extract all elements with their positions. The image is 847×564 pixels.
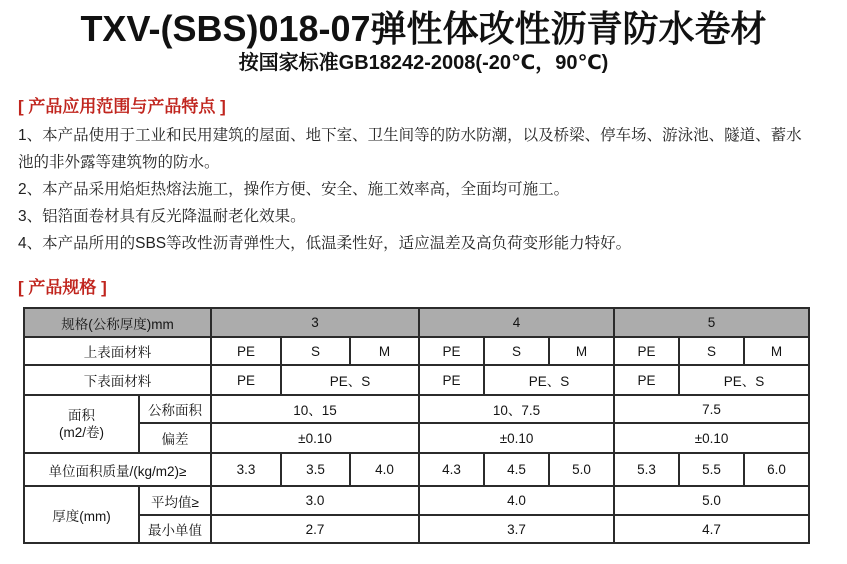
- table-row-unit-area-mass: [24, 453, 809, 486]
- unit-area-mass-label: 单位面积质量/(kg/m2)≥: [24, 453, 211, 486]
- table-row-spec-header: [24, 308, 809, 337]
- unit-area-mass-value: 3.3: [211, 453, 281, 486]
- deviation-value: ±0.10: [211, 423, 419, 453]
- feature-item-2: 2、本产品采用焰炬热熔法施工，操作方便、安全、施工效率高，全面均可施工。: [18, 181, 570, 198]
- page-subtitle: 按国家标准GB18242-2008(-20℃，90℃): [238, 52, 609, 74]
- nominal-area-value: 10、7.5: [419, 395, 614, 423]
- thickness-minimum-value: 4.7: [614, 515, 809, 543]
- bottom-surface-value: PE: [419, 365, 484, 395]
- deviation-value: ±0.10: [419, 423, 614, 453]
- top-surface-value: PE: [614, 337, 679, 365]
- table-row-nominal-area: [24, 395, 809, 423]
- top-surface-value: M: [744, 337, 809, 365]
- nominal-area-label: 公称面积: [139, 395, 211, 423]
- thickness-group-5: 5: [614, 308, 809, 337]
- area-label: [24, 395, 139, 453]
- unit-area-mass-value: 6.0: [744, 453, 809, 486]
- spec-header-label: 规格(公称厚度)mm: [24, 308, 211, 337]
- thickness-minimum-label: 最小单值: [139, 515, 211, 543]
- thickness-minimum-value: 2.7: [211, 515, 419, 543]
- top-surface-value: S: [679, 337, 744, 365]
- thickness-group-3: 3: [211, 308, 419, 337]
- top-surface-value: PE: [419, 337, 484, 365]
- unit-area-mass-value: 5.5: [679, 453, 744, 486]
- deviation-value: ±0.10: [614, 423, 809, 453]
- thickness-label: 厚度(mm): [24, 486, 139, 543]
- bottom-surface-value: PE、S: [484, 365, 614, 395]
- section-heading-specs: [ 产品规格 ]: [18, 278, 107, 297]
- table-row-deviation: [24, 423, 809, 453]
- unit-area-mass-value: 5.0: [549, 453, 614, 486]
- bottom-surface-value: PE: [614, 365, 679, 395]
- feature-item-3: 3、铝箔面卷材具有反光降温耐老化效果。: [18, 208, 306, 225]
- table-row-bottom-surface: [24, 365, 809, 395]
- page-title: TXV-(SBS)018-07弹性体改性沥青防水卷材: [80, 8, 767, 49]
- thickness-average-label: 平均值≥: [139, 486, 211, 515]
- bottom-surface-value: PE、S: [679, 365, 809, 395]
- section-heading-features: [ 产品应用范围与产品特点 ]: [18, 97, 226, 116]
- thickness-average-value: 4.0: [419, 486, 614, 515]
- top-surface-label: 上表面材料: [24, 337, 211, 365]
- unit-area-mass-value: 4.5: [484, 453, 549, 486]
- top-surface-value: S: [281, 337, 350, 365]
- table-row-top-surface: [24, 337, 809, 365]
- unit-area-mass-value: 4.3: [419, 453, 484, 486]
- unit-area-mass-value: 5.3: [614, 453, 679, 486]
- feature-list: [18, 122, 812, 257]
- table-row-thickness-minimum: [24, 515, 809, 543]
- thickness-group-4: 4: [419, 308, 614, 337]
- top-surface-value: S: [484, 337, 549, 365]
- feature-item-4: 4、本产品所用的SBS等改性沥青弹性大，低温柔性好，适应温差及高负荷变形能力特好。: [18, 235, 632, 252]
- unit-area-mass-value: 3.5: [281, 453, 350, 486]
- thickness-average-value: 3.0: [211, 486, 419, 515]
- top-surface-value: PE: [211, 337, 281, 365]
- feature-item-1: 1、本产品使用于工业和民用建筑的屋面、地下室、卫生间等的防水防潮，以及桥梁、停车场、游泳池、隧道、蓄水池的非外露等建筑物的防水。: [18, 127, 802, 171]
- bottom-surface-value: PE: [211, 365, 281, 395]
- thickness-minimum-value: 3.7: [419, 515, 614, 543]
- bottom-surface-label: 下表面材料: [24, 365, 211, 395]
- top-surface-value: M: [350, 337, 419, 365]
- deviation-label: 偏差: [139, 423, 211, 453]
- area-label-line1: 面积: [68, 408, 95, 423]
- spec-table: [23, 307, 810, 544]
- product-spec-page: [0, 8, 847, 564]
- nominal-area-value: 7.5: [614, 395, 809, 423]
- top-surface-value: M: [549, 337, 614, 365]
- unit-area-mass-value: 4.0: [350, 453, 419, 486]
- nominal-area-value: 10、15: [211, 395, 419, 423]
- area-label-line2: (m2/卷): [59, 425, 104, 440]
- thickness-average-value: 5.0: [614, 486, 809, 515]
- table-row-thickness-average: [24, 486, 809, 515]
- bottom-surface-value: PE、S: [281, 365, 419, 395]
